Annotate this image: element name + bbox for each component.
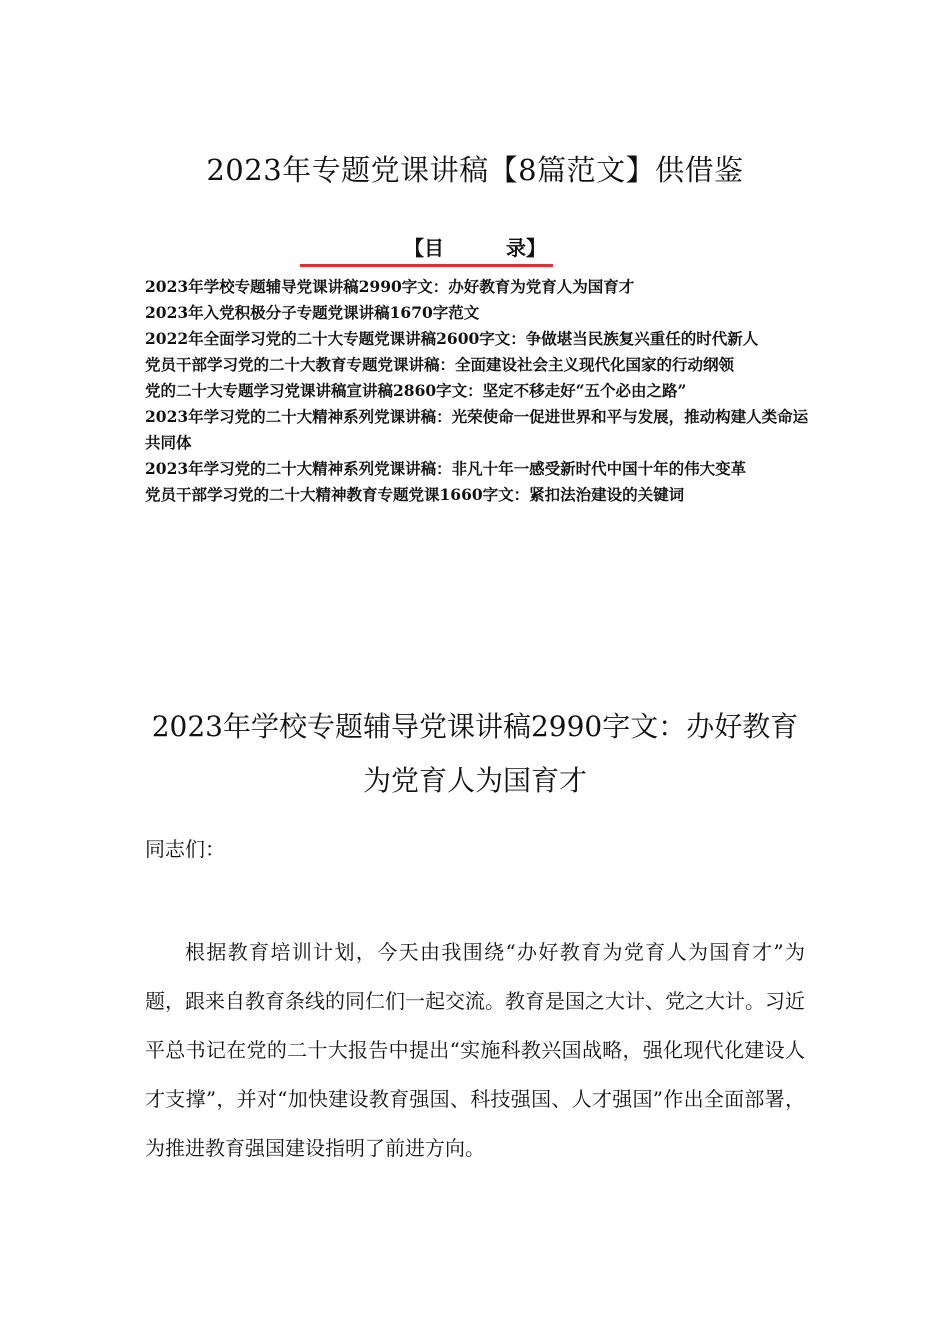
toc-underline	[300, 264, 553, 267]
toc-heading-right: 录】	[506, 236, 546, 260]
toc-item[interactable]: 2023年学校专题辅导党课讲稿2990字文：办好教育为党育人为国育才	[145, 277, 635, 296]
body-paragraph: 根据教育培训计划，今天由我围绕“办好教育为党育人为国育才”为题，跟来自教育条线的同仁们一起交流。教育是国之大计、党之大计。习近平总书记在党的二十大报告中提出“实施科教兴国战略，强化现代化建设人才支撑”，并对“加快建设教育强国、科技强国、人才强国”作出全面部署，为推进教育强国建设指明了前进方向。	[145, 940, 805, 1160]
section-title: 2023年学校专题辅导党课讲稿2990字文：办好教育为党育人为国育才	[151, 710, 799, 798]
toc-item[interactable]: 党的二十大专题学习党课讲稿宣讲稿2860字文：坚定不移走好“五个必由之路”	[145, 381, 687, 400]
toc-heading	[0, 234, 950, 262]
toc-item[interactable]: 2023年学习党的二十大精神系列党课讲稿：光荣使命一促进世界和平与发展，推动构建人类命运共同体	[145, 407, 809, 452]
toc-item[interactable]: 2022年全面学习党的二十大专题党课讲稿2600字文：争做堪当民族复兴重任的时代新人	[145, 329, 759, 348]
toc-item[interactable]: 2023年入党积极分子专题党课讲稿1670字范文	[145, 303, 480, 322]
toc-item[interactable]: 2023年学习党的二十大精神系列党课讲稿：非凡十年一感受新时代中国十年的伟大变革	[145, 459, 747, 478]
toc-item[interactable]: 党员干部学习党的二十大教育专题党课讲稿：全面建设社会主义现代化国家的行动纲领	[145, 355, 735, 374]
salutation: 同志们：	[145, 837, 225, 861]
toc-item[interactable]: 党员干部学习党的二十大精神教育专题党课1660字文：紧扣法治建设的关键词	[145, 485, 685, 504]
toc-list	[145, 274, 813, 508]
toc-heading-left: 【目	[404, 236, 444, 260]
document-title: 2023年专题党课讲稿【8篇范文】供借鉴	[206, 153, 744, 188]
